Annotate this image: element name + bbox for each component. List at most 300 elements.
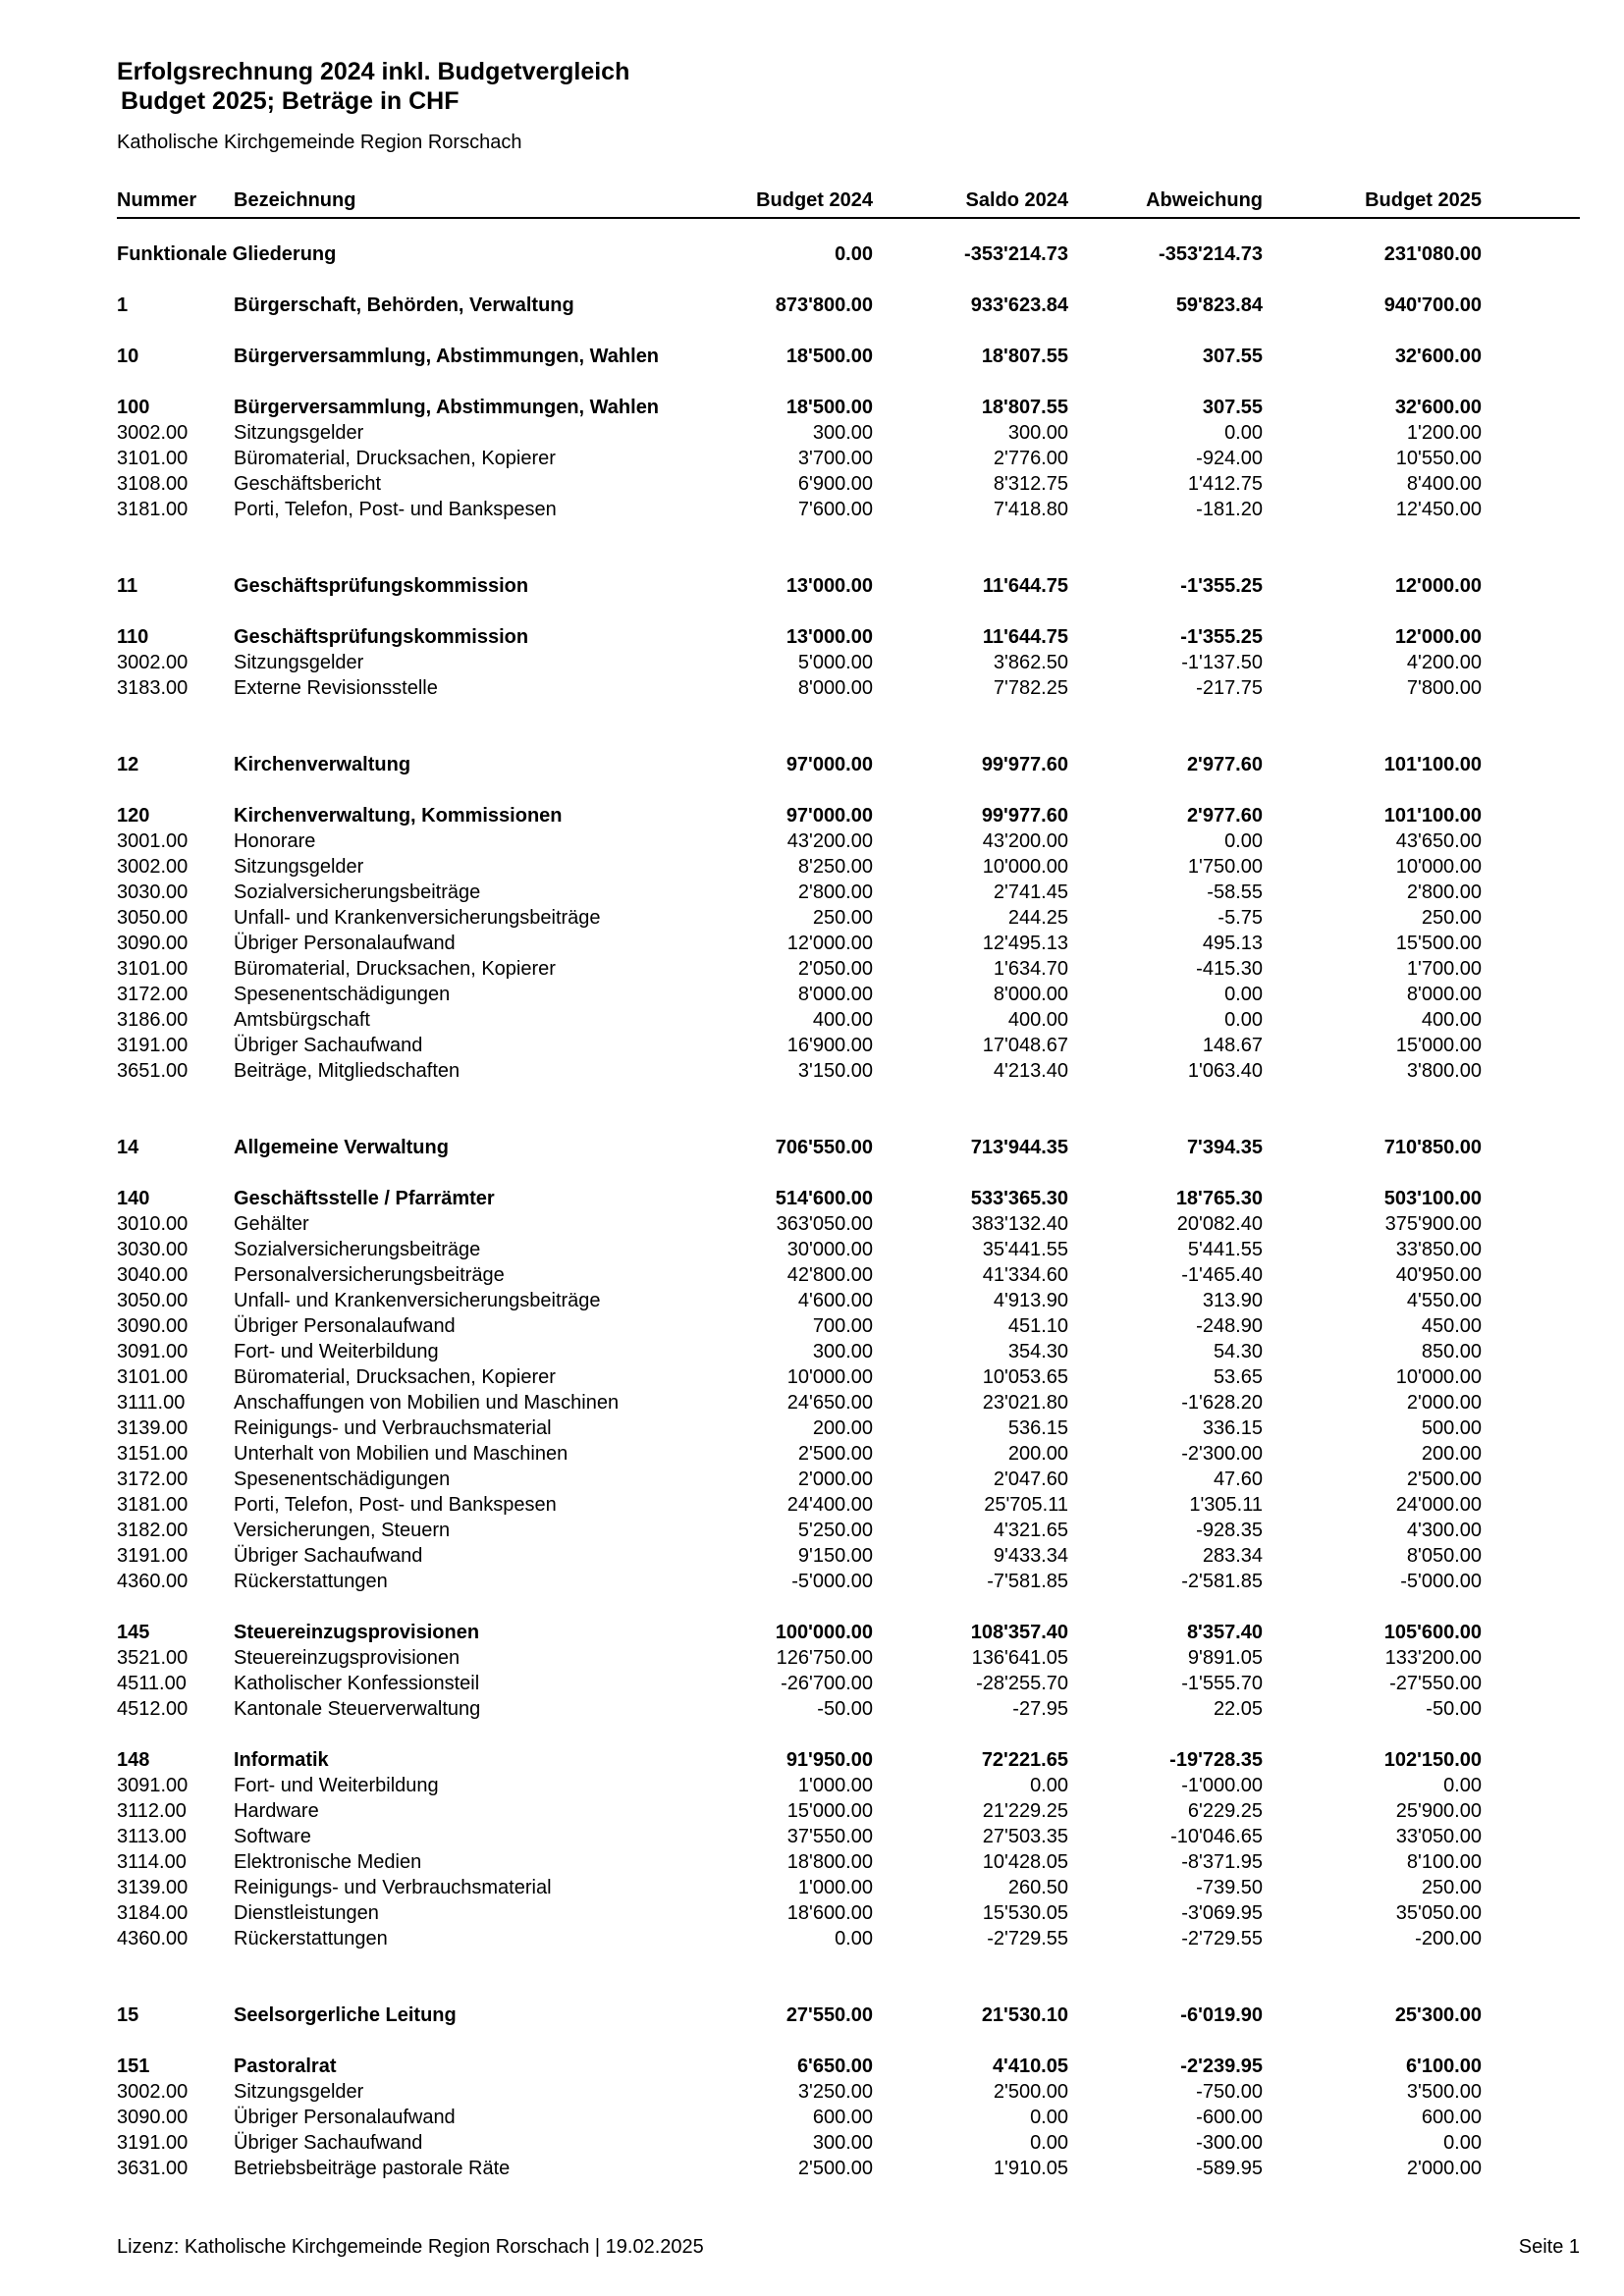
row-budget-2024: 1'000.00 [797, 1877, 873, 1898]
row-deviation: 283.34 [1202, 1545, 1263, 1567]
row-number: 3101.00 [117, 958, 189, 980]
row-number: Funktionale Gliederung [117, 243, 337, 265]
table-row [117, 1875, 1580, 1900]
row-number: 3651.00 [117, 1060, 189, 1082]
row-budget-2025: 10'550.00 [1395, 448, 1482, 469]
table-row [117, 1824, 1580, 1849]
document-subtitle: Budget 2025; Beträge in CHF [121, 87, 460, 115]
table-row [117, 880, 1580, 905]
table-group-row [117, 2054, 1580, 2079]
row-description: Porti, Telefon, Post- und Bankspesen [234, 499, 557, 520]
row-budget-2025: 33'850.00 [1395, 1239, 1482, 1260]
table-row [117, 828, 1580, 854]
row-budget-2025: 0.00 [1443, 1775, 1482, 1796]
row-saldo-2024: 17'048.67 [982, 1035, 1068, 1056]
row-deviation: -2'581.85 [1181, 1571, 1263, 1592]
row-number: 3184.00 [117, 1902, 189, 1924]
row-budget-2025: 2'000.00 [1406, 2158, 1482, 2179]
row-budget-2024: 8'250.00 [797, 856, 873, 878]
row-saldo-2024: 41'334.60 [982, 1264, 1068, 1286]
row-budget-2024: 363'050.00 [776, 1213, 873, 1235]
row-budget-2024: 9'150.00 [797, 1545, 873, 1567]
row-saldo-2024: 27'503.35 [982, 1826, 1068, 1847]
table-row [117, 1900, 1580, 1926]
row-number: 1 [117, 294, 129, 316]
row-saldo-2024: 10'428.05 [982, 1851, 1068, 1873]
row-deviation: -2'729.55 [1181, 1928, 1263, 1949]
row-deviation: 495.13 [1202, 933, 1263, 954]
table-row [117, 2105, 1580, 2130]
table-row [117, 1313, 1580, 1339]
row-description: Porti, Telefon, Post- und Bankspesen [234, 1494, 557, 1516]
table-row [117, 1926, 1580, 1951]
row-budget-2025: 2'000.00 [1406, 1392, 1482, 1414]
document-header [117, 57, 629, 155]
row-number: 3001.00 [117, 830, 189, 852]
row-number: 3111.00 [117, 1392, 186, 1414]
row-budget-2025: 4'300.00 [1406, 1520, 1482, 1541]
row-number: 3181.00 [117, 499, 189, 520]
row-number: 3139.00 [117, 1417, 189, 1439]
row-saldo-2024: 1'634.70 [993, 958, 1068, 980]
row-budget-2024: 300.00 [812, 2132, 873, 2154]
row-budget-2024: 18'600.00 [786, 1902, 873, 1924]
row-number: 3113.00 [117, 1826, 187, 1847]
row-saldo-2024: 400.00 [1007, 1009, 1068, 1031]
row-budget-2024: 300.00 [812, 1341, 873, 1362]
row-deviation: -2'239.95 [1180, 2056, 1263, 2077]
row-deviation: 22.05 [1213, 1698, 1263, 1720]
row-budget-2024: 13'000.00 [785, 626, 873, 648]
row-number: 3108.00 [117, 473, 189, 495]
row-description: Software [234, 1826, 311, 1847]
row-number: 3182.00 [117, 1520, 189, 1541]
table-row [117, 1696, 1580, 1722]
row-deviation: 9'891.05 [1187, 1647, 1263, 1669]
row-number: 3172.00 [117, 1468, 189, 1490]
column-header-description: Bezeichnung [234, 189, 356, 211]
row-number: 145 [117, 1622, 150, 1643]
row-deviation: 6'229.25 [1187, 1800, 1263, 1822]
row-deviation: -353'214.73 [1159, 243, 1263, 265]
row-deviation: 18'765.30 [1175, 1188, 1263, 1209]
table-row [117, 1569, 1580, 1594]
table-row [117, 1518, 1580, 1543]
row-saldo-2024: 4'321.65 [993, 1520, 1068, 1541]
row-description: Amtsbürgschaft [234, 1009, 370, 1031]
row-saldo-2024: 99'977.60 [981, 805, 1068, 827]
row-number: 4511.00 [117, 1673, 187, 1694]
column-header-budget-2024: Budget 2024 [756, 189, 873, 211]
row-budget-2025: 33'050.00 [1395, 1826, 1482, 1847]
row-deviation: 313.90 [1202, 1290, 1263, 1311]
row-saldo-2024: 0.00 [1030, 1775, 1068, 1796]
row-description: Sozialversicherungsbeiträge [234, 1239, 481, 1260]
row-description: Allgemeine Verwaltung [234, 1137, 449, 1158]
row-budget-2025: 4'550.00 [1406, 1290, 1482, 1311]
row-budget-2025: -200.00 [1415, 1928, 1482, 1949]
row-description: Büromaterial, Drucksachen, Kopierer [234, 958, 556, 980]
row-budget-2025: 35'050.00 [1395, 1902, 1482, 1924]
table-row [117, 982, 1580, 1007]
row-deviation: -6'019.90 [1180, 2004, 1263, 2026]
row-budget-2024: 2'500.00 [797, 2158, 873, 2179]
row-budget-2025: 1'200.00 [1406, 422, 1482, 444]
row-saldo-2024: 10'000.00 [982, 856, 1068, 878]
row-budget-2025: 24'000.00 [1395, 1494, 1482, 1516]
row-saldo-2024: 451.10 [1007, 1315, 1068, 1337]
row-deviation: -1'555.70 [1181, 1673, 1263, 1694]
row-saldo-2024: 21'229.25 [982, 1800, 1068, 1822]
row-description: Rückerstattungen [234, 1571, 388, 1592]
row-number: 3114.00 [117, 1851, 187, 1873]
row-number: 3139.00 [117, 1877, 189, 1898]
row-budget-2025: 940'700.00 [1383, 294, 1482, 316]
table-row [117, 1288, 1580, 1313]
row-budget-2025: 400.00 [1421, 1009, 1482, 1031]
row-number: 3002.00 [117, 422, 189, 444]
row-deviation: 47.60 [1213, 1468, 1263, 1490]
row-budget-2025: 8'100.00 [1406, 1851, 1482, 1873]
row-deviation: -19'728.35 [1169, 1749, 1263, 1771]
row-budget-2025: 25'900.00 [1395, 1800, 1482, 1822]
row-number: 15 [117, 2004, 139, 2026]
row-deviation: 54.30 [1213, 1341, 1263, 1362]
row-deviation: 336.15 [1202, 1417, 1263, 1439]
row-number: 3091.00 [117, 1775, 189, 1796]
row-deviation: -924.00 [1196, 448, 1263, 469]
row-saldo-2024: 533'365.30 [970, 1188, 1068, 1209]
row-budget-2025: 0.00 [1443, 2132, 1482, 2154]
table-group-row [117, 344, 1580, 369]
page-number: Seite 1 [1518, 2236, 1580, 2258]
row-description: Gehälter [234, 1213, 309, 1235]
table-row [117, 2156, 1580, 2181]
row-number: 3090.00 [117, 1315, 189, 1337]
row-budget-2024: 1'000.00 [797, 1775, 873, 1796]
row-budget-2025: 503'100.00 [1383, 1188, 1482, 1209]
row-number: 11 [117, 575, 138, 597]
row-description: Seelsorgerliche Leitung [234, 2004, 457, 2026]
row-deviation: -217.75 [1196, 677, 1263, 699]
row-description: Büromaterial, Drucksachen, Kopierer [234, 1366, 556, 1388]
row-description: Übriger Sachaufwand [234, 2132, 423, 2154]
row-saldo-2024: 136'641.05 [971, 1647, 1068, 1669]
row-description: Geschäftsprüfungskommission [234, 575, 529, 597]
row-description: Geschäftsbericht [234, 473, 382, 495]
row-budget-2024: 3'150.00 [797, 1060, 873, 1082]
row-deviation: -3'069.95 [1181, 1902, 1263, 1924]
row-deviation: 148.67 [1202, 1035, 1263, 1056]
row-description: Dienstleistungen [234, 1902, 379, 1924]
row-number: 3101.00 [117, 1366, 189, 1388]
table-row [117, 497, 1580, 522]
column-header-budget-2025: Budget 2025 [1365, 189, 1482, 211]
table-group-row [117, 803, 1580, 828]
row-deviation: -5.75 [1218, 907, 1263, 929]
row-budget-2025: 101'100.00 [1383, 754, 1482, 775]
row-saldo-2024: 4'913.90 [993, 1290, 1068, 1311]
row-number: 4512.00 [117, 1698, 189, 1720]
column-header-deviation: Abweichung [1146, 189, 1263, 211]
row-deviation: 20'082.40 [1176, 1213, 1263, 1235]
row-description: Fort- und Weiterbildung [234, 1775, 439, 1796]
column-header-saldo-2024: Saldo 2024 [965, 189, 1068, 211]
row-description: Übriger Personalaufwand [234, 2107, 456, 2128]
row-budget-2025: 15'500.00 [1395, 933, 1482, 954]
row-number: 3191.00 [117, 2132, 189, 2154]
row-description: Honorare [234, 830, 316, 852]
row-budget-2025: 133'200.00 [1384, 1647, 1482, 1669]
row-budget-2025: 8'400.00 [1406, 473, 1482, 495]
row-budget-2024: 43'200.00 [786, 830, 873, 852]
row-budget-2024: 700.00 [812, 1315, 873, 1337]
row-budget-2024: 8'000.00 [797, 677, 873, 699]
table-row [117, 1645, 1580, 1671]
row-description: Reinigungs- und Verbrauchsmaterial [234, 1417, 552, 1439]
row-budget-2025: 32'600.00 [1394, 346, 1482, 367]
row-deviation: -600.00 [1196, 2107, 1263, 2128]
organization-name: Katholische Kirchgemeinde Region Rorschach [117, 132, 522, 153]
row-deviation: 0.00 [1224, 830, 1263, 852]
row-description: Steuereinzugsprovisionen [234, 1622, 480, 1643]
row-budget-2025: 500.00 [1421, 1417, 1482, 1439]
row-saldo-2024: 4'410.05 [992, 2056, 1068, 2077]
row-budget-2025: 7'800.00 [1406, 677, 1482, 699]
row-description: Kantonale Steuerverwaltung [234, 1698, 481, 1720]
row-number: 10 [117, 346, 139, 367]
row-description: Geschäftsstelle / Pfarrämter [234, 1188, 495, 1209]
row-budget-2024: 0.00 [835, 243, 873, 265]
row-deviation: -739.50 [1196, 1877, 1263, 1898]
row-number: 120 [117, 805, 150, 827]
row-budget-2024: 42'800.00 [786, 1264, 873, 1286]
row-budget-2025: 105'600.00 [1383, 1622, 1482, 1643]
row-budget-2024: 10'000.00 [786, 1366, 873, 1388]
row-deviation: 8'357.40 [1186, 1622, 1263, 1643]
row-description: Bürgerschaft, Behörden, Verwaltung [234, 294, 574, 316]
row-saldo-2024: 23'021.80 [982, 1392, 1068, 1414]
row-description: Steuereinzugsprovisionen [234, 1647, 460, 1669]
row-deviation: -1'000.00 [1181, 1775, 1263, 1796]
row-number: 3002.00 [117, 856, 189, 878]
row-number: 3191.00 [117, 1035, 189, 1056]
row-deviation: 307.55 [1202, 346, 1263, 367]
row-saldo-2024: 536.15 [1007, 1417, 1068, 1439]
row-deviation: -928.35 [1196, 1520, 1263, 1541]
row-budget-2025: 6'100.00 [1405, 2056, 1482, 2077]
row-description: Büromaterial, Drucksachen, Kopierer [234, 448, 556, 469]
table-row [117, 1492, 1580, 1518]
row-budget-2025: -5'000.00 [1400, 1571, 1482, 1592]
row-budget-2024: 6'900.00 [797, 473, 873, 495]
row-saldo-2024: 260.50 [1007, 1877, 1068, 1898]
table-row [117, 1441, 1580, 1467]
row-description: Betriebsbeiträge pastorale Räte [234, 2158, 511, 2179]
table-row [117, 1237, 1580, 1262]
row-number: 3521.00 [117, 1647, 189, 1669]
row-budget-2024: 0.00 [835, 1928, 873, 1949]
row-budget-2025: 15'000.00 [1395, 1035, 1482, 1056]
row-saldo-2024: 354.30 [1007, 1341, 1068, 1362]
row-deviation: -750.00 [1196, 2081, 1263, 2103]
row-deviation: -8'371.95 [1181, 1851, 1263, 1873]
row-saldo-2024: 15'530.05 [982, 1902, 1068, 1924]
row-deviation: -1'628.20 [1181, 1392, 1263, 1414]
table-group-row [117, 241, 1580, 267]
row-deviation: -300.00 [1196, 2132, 1263, 2154]
row-budget-2025: 25'300.00 [1394, 2004, 1482, 2026]
row-saldo-2024: 25'705.11 [984, 1494, 1068, 1516]
row-budget-2024: 100'000.00 [775, 1622, 873, 1643]
row-deviation: 1'750.00 [1187, 856, 1263, 878]
table-row [117, 905, 1580, 931]
row-budget-2024: 27'550.00 [785, 2004, 873, 2026]
row-number: 3151.00 [117, 1443, 189, 1465]
row-budget-2025: 3'800.00 [1406, 1060, 1482, 1082]
row-budget-2025: 250.00 [1421, 1877, 1482, 1898]
row-budget-2025: 600.00 [1421, 2107, 1482, 2128]
row-saldo-2024: 8'000.00 [993, 984, 1068, 1005]
row-description: Spesenentschädigungen [234, 984, 451, 1005]
row-budget-2025: 375'900.00 [1384, 1213, 1482, 1235]
row-deviation: 2'977.60 [1186, 805, 1263, 827]
row-budget-2024: -5'000.00 [791, 1571, 873, 1592]
row-saldo-2024: 8'312.75 [993, 473, 1068, 495]
row-budget-2025: 8'000.00 [1406, 984, 1482, 1005]
table-row [117, 446, 1580, 471]
row-saldo-2024: 11'644.75 [982, 626, 1068, 648]
row-number: 3090.00 [117, 933, 189, 954]
table-row [117, 1339, 1580, 1364]
row-budget-2025: 450.00 [1421, 1315, 1482, 1337]
row-deviation: 0.00 [1224, 1009, 1263, 1031]
table-group-row [117, 293, 1580, 318]
row-number: 3191.00 [117, 1545, 189, 1567]
row-number: 140 [117, 1188, 150, 1209]
table-group-row [117, 1135, 1580, 1160]
table-row [117, 1058, 1580, 1084]
row-number: 3002.00 [117, 2081, 189, 2103]
row-saldo-2024: 10'053.65 [982, 1366, 1068, 1388]
row-description: Sozialversicherungsbeiträge [234, 881, 481, 903]
row-budget-2024: 873'800.00 [775, 294, 873, 316]
row-description: Übriger Sachaufwand [234, 1545, 423, 1567]
row-number: 3183.00 [117, 677, 189, 699]
row-deviation: -415.30 [1196, 958, 1263, 980]
row-saldo-2024: 99'977.60 [981, 754, 1068, 775]
row-description: Übriger Sachaufwand [234, 1035, 423, 1056]
row-number: 3010.00 [117, 1213, 189, 1235]
row-number: 3002.00 [117, 652, 189, 673]
row-description: Beiträge, Mitgliedschaften [234, 1060, 460, 1082]
row-deviation: -2'300.00 [1181, 1443, 1263, 1465]
row-number: 3091.00 [117, 1341, 189, 1362]
row-deviation: -181.20 [1196, 499, 1263, 520]
row-budget-2025: 10'000.00 [1395, 856, 1482, 878]
row-budget-2025: 12'450.00 [1395, 499, 1482, 520]
table-group-row [117, 1620, 1580, 1645]
row-budget-2024: 24'650.00 [786, 1392, 873, 1414]
row-budget-2025: 40'950.00 [1395, 1264, 1482, 1286]
row-description: Bürgerversammlung, Abstimmungen, Wahlen [234, 346, 660, 367]
row-saldo-2024: 7'418.80 [993, 499, 1068, 520]
row-description: Personalversicherungsbeiträge [234, 1264, 505, 1286]
row-budget-2024: 15'000.00 [786, 1800, 873, 1822]
row-saldo-2024: 200.00 [1007, 1443, 1068, 1465]
row-description: Katholischer Konfessionsteil [234, 1673, 480, 1694]
row-budget-2024: 18'500.00 [785, 346, 873, 367]
row-saldo-2024: 2'741.45 [993, 881, 1068, 903]
row-number: 110 [117, 626, 149, 648]
table-row [117, 2130, 1580, 2156]
row-deviation: -248.90 [1196, 1315, 1263, 1337]
row-number: 3181.00 [117, 1494, 189, 1516]
row-description: Sitzungsgelder [234, 2081, 364, 2103]
row-deviation: 0.00 [1224, 422, 1263, 444]
row-saldo-2024: 7'782.25 [993, 677, 1068, 699]
row-saldo-2024: 2'047.60 [993, 1468, 1068, 1490]
row-budget-2025: 3'500.00 [1406, 2081, 1482, 2103]
row-budget-2025: 8'050.00 [1406, 1545, 1482, 1567]
table-row [117, 1033, 1580, 1058]
row-number: 3040.00 [117, 1264, 189, 1286]
row-description: Sitzungsgelder [234, 652, 364, 673]
row-budget-2024: 91'950.00 [785, 1749, 873, 1771]
row-description: Sitzungsgelder [234, 422, 364, 444]
row-deviation: 59'823.84 [1175, 294, 1263, 316]
row-budget-2025: 710'850.00 [1383, 1137, 1482, 1158]
row-deviation: -58.55 [1207, 881, 1263, 903]
row-saldo-2024: 21'530.10 [981, 2004, 1068, 2026]
table-row [117, 931, 1580, 956]
row-description: Geschäftsprüfungskommission [234, 626, 529, 648]
row-number: 3172.00 [117, 984, 189, 1005]
row-saldo-2024: 9'433.34 [993, 1545, 1068, 1567]
row-budget-2024: -26'700.00 [781, 1673, 873, 1694]
row-number: 3101.00 [117, 448, 189, 469]
table-row [117, 650, 1580, 675]
table-group-row [117, 2002, 1580, 2028]
table-row [117, 1390, 1580, 1415]
row-budget-2025: -27'550.00 [1389, 1673, 1482, 1694]
row-number: 3050.00 [117, 907, 189, 929]
row-deviation: 1'305.11 [1189, 1494, 1263, 1516]
row-description: Unfall- und Krankenversicherungsbeiträge [234, 1290, 601, 1311]
row-budget-2024: 3'250.00 [797, 2081, 873, 2103]
row-saldo-2024: 2'776.00 [993, 448, 1068, 469]
row-budget-2024: 3'700.00 [797, 448, 873, 469]
license-note: Lizenz: Katholische Kirchgemeinde Region Rorschach | 19.02.2025 [117, 2236, 704, 2258]
row-description: Rückerstattungen [234, 1928, 388, 1949]
row-saldo-2024: 244.25 [1007, 907, 1068, 929]
row-deviation: 307.55 [1202, 397, 1263, 418]
row-description: Unterhalt von Mobilien und Maschinen [234, 1443, 568, 1465]
row-saldo-2024: -28'255.70 [976, 1673, 1068, 1694]
table-row [117, 1773, 1580, 1798]
row-budget-2025: 231'080.00 [1383, 243, 1482, 265]
row-budget-2024: 2'500.00 [797, 1443, 873, 1465]
row-saldo-2024: 0.00 [1030, 2132, 1068, 2154]
row-budget-2025: 850.00 [1421, 1341, 1482, 1362]
table-row [117, 471, 1580, 497]
row-number: 4360.00 [117, 1571, 189, 1592]
column-header-number: Nummer [117, 189, 197, 211]
row-budget-2024: 12'000.00 [786, 933, 873, 954]
row-budget-2025: 2'800.00 [1406, 881, 1482, 903]
row-saldo-2024: 2'500.00 [993, 2081, 1068, 2103]
row-saldo-2024: 713'944.35 [970, 1137, 1068, 1158]
